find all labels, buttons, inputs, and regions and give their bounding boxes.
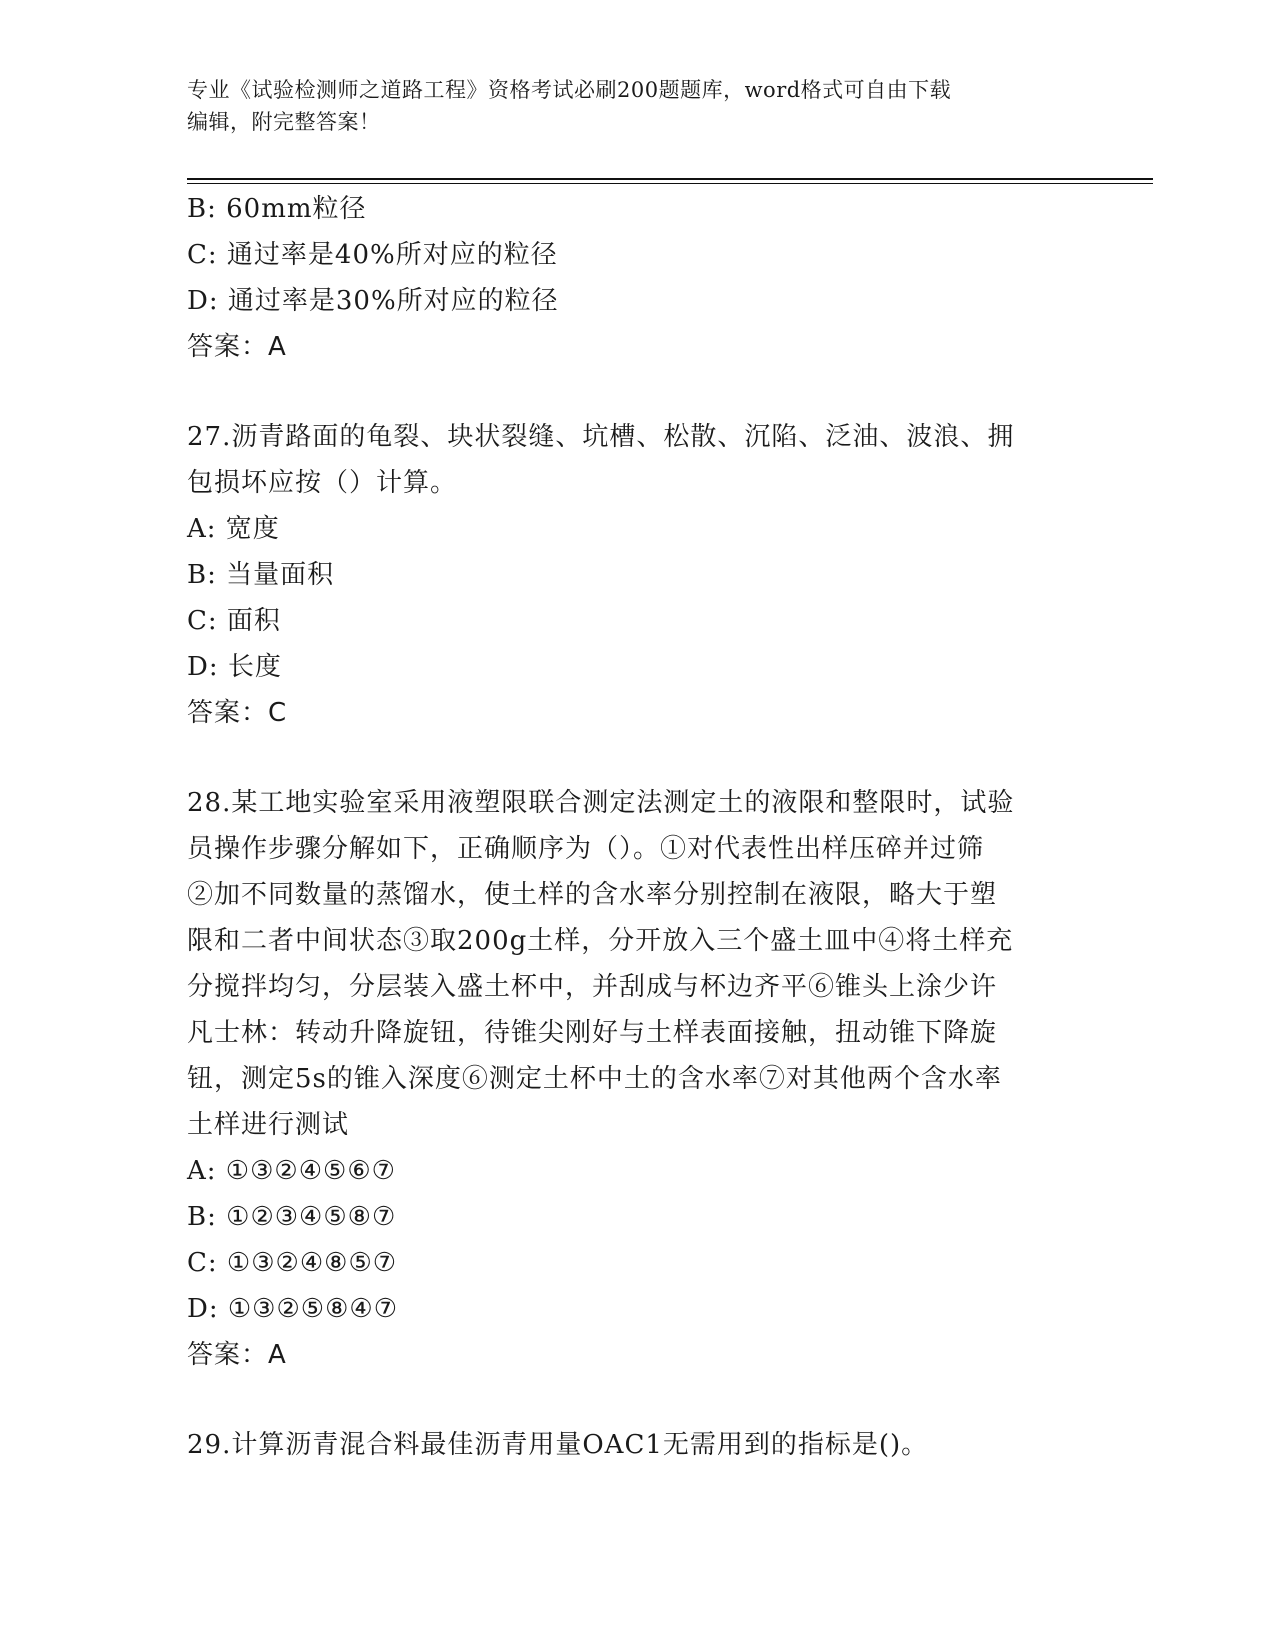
option-c: C: 面积 (187, 606, 281, 636)
question-stem-line: ②加不同数量的蒸馏水，使土样的含水率分别控制在液限，略大于塑 (187, 880, 998, 910)
answer-line: 答案：A (187, 332, 287, 362)
option-c: C: 通过率是40%所对应的粒径 (187, 240, 558, 270)
option-d: D: 通过率是30%所对应的粒径 (187, 286, 559, 316)
header-rule-thick (187, 178, 1153, 180)
answer-line: 答案：C (187, 698, 288, 728)
question-stem-line: 29.计算沥青混合料最佳沥青用量OAC1无需用到的指标是()。 (187, 1430, 929, 1460)
question-stem-line: 凡士林：转动升降旋钮，待锥尖刚好与土样表面接触，扭动锥下降旋 (187, 1018, 998, 1048)
option-b: B: ①②③④⑤⑧⑦ (187, 1202, 397, 1232)
question-28 (187, 780, 1087, 1378)
option-b: B: 当量面积 (187, 560, 335, 590)
question-stem-line: 28.某工地实验室采用液塑限联合测定法测定土的液限和整限时，试验 (187, 788, 1015, 818)
option-d: D: ①③②⑤⑧④⑦ (187, 1294, 399, 1324)
question-26-tail (187, 186, 1087, 370)
option-d: D: 长度 (187, 652, 282, 682)
question-27 (187, 414, 1087, 736)
header-line-2: 编辑，附完整答案！ (187, 110, 381, 134)
page-header (187, 74, 1087, 138)
question-stem-line: 27.沥青路面的龟裂、块状裂缝、坑槽、松散、沉陷、泛油、波浪、拥 (187, 422, 1015, 452)
option-b: B: 60mm粒径 (187, 194, 367, 224)
option-a: A: ①③②④⑤⑥⑦ (187, 1156, 396, 1186)
question-stem-line: 包损坏应按（）计算。 (187, 468, 458, 498)
question-29 (187, 1422, 1087, 1468)
question-stem-line: 钮，测定5s的锥入深度⑥测定土杯中土的含水率⑦对其他两个含水率 (187, 1064, 1002, 1094)
question-stem-line: 限和二者中间状态③取200g土样，分开放入三个盛土皿中④将土样充 (187, 926, 1014, 956)
question-stem-line: 土样进行测试 (187, 1110, 350, 1140)
question-stem-line: 分搅拌均匀，分层装入盛土杯中，并刮成与杯边齐平⑥锥头上涂少许 (187, 972, 998, 1002)
header-line-1: 专业《试验检测师之道路工程》资格考试必刷200题题库，word格式可自由下载 (187, 78, 952, 102)
question-list (187, 186, 1087, 1468)
question-stem-line: 员操作步骤分解如下，正确顺序为（）。①对代表性出样压碎并过筛 (187, 834, 985, 864)
answer-line: 答案：A (187, 1340, 287, 1370)
option-a: A: 宽度 (187, 514, 280, 544)
option-c: C: ①③②④⑧⑤⑦ (187, 1248, 398, 1278)
header-rule-thin (187, 183, 1153, 184)
